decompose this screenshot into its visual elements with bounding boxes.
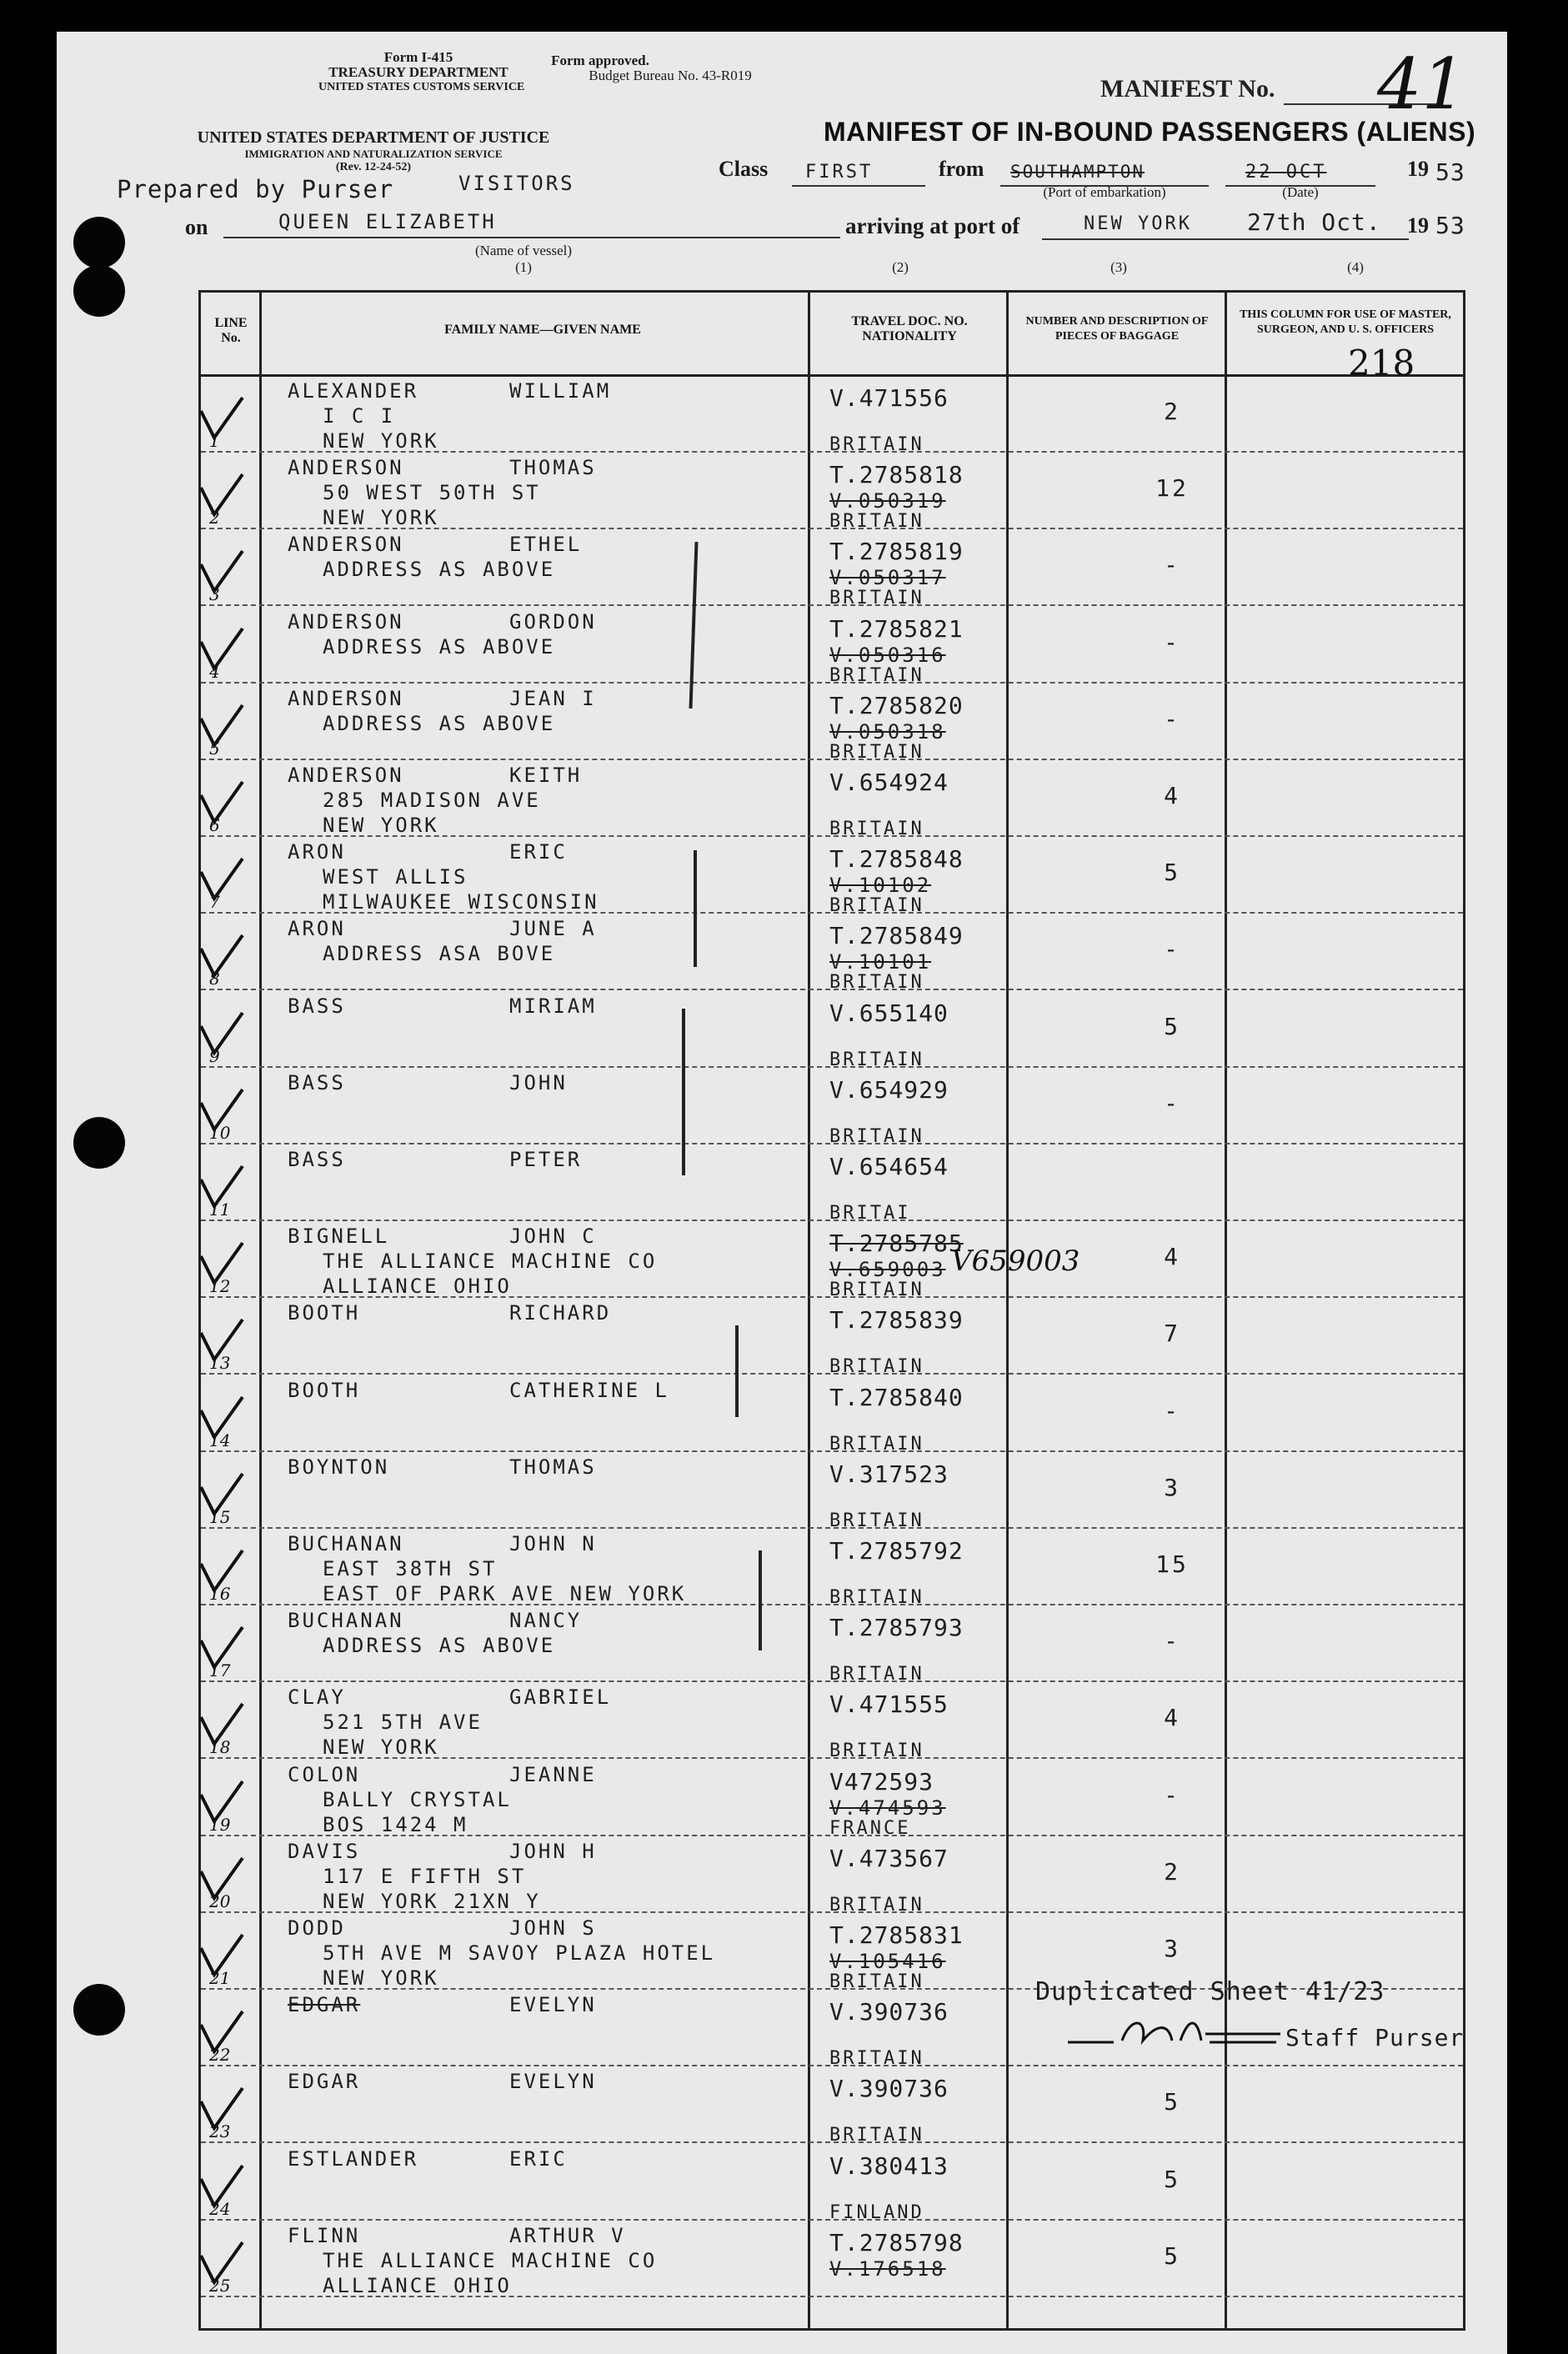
line-number: 7 bbox=[209, 892, 220, 913]
baggage-count: - bbox=[1164, 1396, 1180, 1425]
family-name: BASS bbox=[288, 1070, 346, 1094]
travel-doc-number: T.2785831 bbox=[829, 1921, 964, 1949]
line-number: 9 bbox=[209, 1045, 220, 1066]
ins-service: IMMIGRATION AND NATURALIZATION SERVICE bbox=[244, 148, 503, 160]
travel-doc-number: T.2785849 bbox=[829, 922, 964, 950]
travel-doc-number: V.654929 bbox=[829, 1075, 949, 1104]
check-mark-icon bbox=[196, 932, 246, 982]
revision: (Rev. 12-24-52) bbox=[335, 161, 412, 173]
baggage-count: 2 bbox=[1164, 398, 1180, 425]
travel-doc-number: T.2785819 bbox=[829, 538, 964, 566]
year-prefix-arrival: 19 bbox=[1407, 213, 1429, 238]
passenger-row bbox=[201, 1760, 1463, 1839]
header-officers: THIS COLUMN FOR USE OF MASTER, SURGEON, AND U. S. OFFICERS bbox=[1240, 308, 1451, 336]
travel-doc-number: V.317523 bbox=[829, 1460, 949, 1488]
family-name: FLINN bbox=[288, 2223, 361, 2247]
baggage-count: 2 bbox=[1164, 1857, 1180, 1886]
nationality: BRITAIN bbox=[829, 1894, 924, 1916]
given-name: NANCY bbox=[509, 1609, 583, 1633]
check-mark-icon bbox=[196, 548, 246, 598]
baggage-count: - bbox=[1164, 704, 1180, 733]
line-number: 10 bbox=[209, 1122, 231, 1143]
hand-mark bbox=[682, 1009, 685, 1175]
passenger-row bbox=[201, 1298, 1463, 1378]
signature-scribble bbox=[1064, 2009, 1289, 2051]
line-number: 24 bbox=[209, 2198, 231, 2219]
purser-signature bbox=[1064, 2009, 1289, 2058]
prepared-by: Prepared by Purser bbox=[117, 175, 394, 203]
family-name: BOYNTON bbox=[288, 1455, 390, 1479]
cancelled-doc-number: V.050316 bbox=[829, 643, 946, 667]
given-name: WILLIAM bbox=[509, 379, 612, 403]
cancelled-doc-number: V.050318 bbox=[829, 719, 946, 744]
address-line-2: NEW YORK bbox=[323, 1966, 439, 1990]
form-number: Form I-415 bbox=[383, 49, 453, 65]
address-line-1: BALLY CRYSTAL bbox=[323, 1787, 512, 1811]
cancelled-doc-number: V.474593 bbox=[829, 1796, 946, 1820]
family-name: COLON bbox=[288, 1762, 361, 1786]
baggage-count: - bbox=[1164, 551, 1180, 579]
address-line-2: ALLIANCE OHIO bbox=[323, 2273, 512, 2297]
nationality: BRITAIN bbox=[829, 741, 924, 763]
check-mark-icon bbox=[196, 471, 246, 521]
nationality: BRITAIN bbox=[829, 1125, 924, 1147]
on-label: on bbox=[185, 215, 208, 239]
given-name: EVELYN bbox=[509, 1993, 597, 2017]
header-travel-doc: TRAVEL DOC. NO. NATIONALITY bbox=[851, 314, 968, 343]
baggage-count: 12 bbox=[1155, 474, 1189, 503]
passenger-row bbox=[201, 453, 1463, 533]
family-name: ESTLANDER bbox=[288, 2146, 419, 2171]
address-line-1: EAST 38TH ST bbox=[323, 1557, 498, 1580]
given-name: JOHN S bbox=[509, 1916, 597, 1940]
class-value: FIRST bbox=[805, 162, 874, 183]
address-line-1: 117 E FIFTH ST bbox=[323, 1864, 527, 1888]
nationality: BRITAIN bbox=[829, 819, 924, 839]
cancelled-doc-number: V.105416 bbox=[829, 1950, 946, 1973]
given-name: CATHERINE L bbox=[509, 1378, 669, 1402]
travel-doc-number: T.2785820 bbox=[829, 691, 964, 719]
line-number: 8 bbox=[209, 969, 220, 989]
form-approved: Form approved. bbox=[551, 53, 649, 68]
baggage-count: 5 bbox=[1164, 859, 1180, 887]
family-name: BOOTH bbox=[288, 1301, 361, 1325]
passenger-row bbox=[201, 837, 1463, 917]
check-mark-icon bbox=[196, 1009, 246, 1059]
given-name: ETHEL bbox=[509, 533, 583, 557]
line-number: 3 bbox=[209, 584, 220, 605]
handwritten-doc-correction: V659003 bbox=[951, 1245, 1080, 1279]
address-line-1: WEST ALLIS bbox=[323, 865, 468, 889]
address-line-1: ADDRESS AS ABOVE bbox=[323, 1634, 556, 1658]
nationality: BRITAIN bbox=[829, 1740, 924, 1762]
passenger-row bbox=[201, 1144, 1463, 1224]
given-name: JUNE A bbox=[509, 917, 597, 941]
travel-doc-number: V.655140 bbox=[829, 999, 949, 1027]
check-mark-icon bbox=[196, 855, 246, 905]
address-line-2: NEW YORK bbox=[323, 506, 439, 530]
travel-doc-number: V.654654 bbox=[829, 1153, 949, 1180]
treasury-dept: TREASURY DEPARTMENT bbox=[328, 64, 508, 80]
passenger-row bbox=[201, 1068, 1463, 1147]
family-name: BIGNELL bbox=[288, 1225, 390, 1249]
customs-service: UNITED STATES CUSTOMS SERVICE bbox=[318, 81, 525, 93]
address-line-1: ADDRESS AS ABOVE bbox=[323, 711, 556, 735]
address-line-1: 285 MADISON AVE bbox=[323, 789, 541, 812]
given-name: GORDON bbox=[509, 609, 597, 634]
given-name: JEAN I bbox=[509, 686, 597, 710]
port-of-embarkation: SOUTHAMPTON bbox=[1010, 162, 1145, 182]
binder-hole bbox=[73, 1984, 125, 2036]
baggage-count: 5 bbox=[1164, 2165, 1180, 2193]
page-number: 41 bbox=[1377, 43, 1466, 125]
baggage-count: 15 bbox=[1155, 1550, 1189, 1578]
given-name: THOMAS bbox=[509, 1455, 597, 1479]
address-line-2: NEW YORK bbox=[323, 429, 439, 453]
check-mark-icon bbox=[196, 779, 246, 829]
family-name: ANDERSON bbox=[288, 533, 404, 557]
family-name: EDGAR bbox=[288, 2070, 361, 2094]
check-mark-icon bbox=[196, 702, 246, 752]
travel-doc-number: V.471555 bbox=[829, 1690, 949, 1719]
nationality: BRITAIN bbox=[829, 895, 924, 917]
family-name: ARON bbox=[288, 917, 346, 941]
cancelled-doc-number: V.050319 bbox=[829, 489, 946, 513]
baggage-count: - bbox=[1164, 1627, 1180, 1655]
from-label: from bbox=[939, 157, 984, 181]
line-number: 4 bbox=[209, 661, 220, 682]
travel-doc-number: V.380413 bbox=[829, 2151, 949, 2180]
passenger-row bbox=[201, 529, 1463, 609]
port-of-arrival: NEW YORK bbox=[1084, 213, 1192, 234]
nationality: BRITAIN bbox=[829, 1280, 924, 1301]
nationality: BRITAIN bbox=[829, 588, 924, 609]
line-number: 20 bbox=[209, 1891, 231, 1911]
family-name: BOOTH bbox=[288, 1378, 361, 1402]
binder-hole bbox=[73, 1117, 125, 1169]
passenger-row bbox=[201, 684, 1463, 763]
nationality: FINLAND bbox=[829, 2201, 924, 2223]
address-line-2: MILWAUKEE WISCONSIN bbox=[323, 890, 599, 914]
family-name: BUCHANAN bbox=[288, 1532, 404, 1555]
passenger-row bbox=[201, 2144, 1463, 2221]
line-number: 19 bbox=[209, 1814, 231, 1835]
passenger-row bbox=[201, 1836, 1463, 1916]
family-name: ANDERSON bbox=[288, 686, 404, 710]
line-number: 14 bbox=[209, 1430, 231, 1450]
travel-doc-number: V.473567 bbox=[829, 1844, 949, 1872]
visitors-label: VISITORS bbox=[458, 172, 575, 195]
baggage-count: 3 bbox=[1164, 1473, 1180, 1501]
given-name: ARTHUR V bbox=[509, 2223, 626, 2247]
travel-doc-number: T.2785798 bbox=[829, 2228, 964, 2256]
travel-doc-number: V472593 bbox=[829, 1767, 934, 1796]
family-name: CLAY bbox=[288, 1685, 346, 1710]
family-name: ANDERSON bbox=[288, 609, 404, 634]
officers-count: 218 bbox=[1348, 343, 1415, 383]
family-name: EDGAR bbox=[288, 1993, 361, 2017]
check-mark-icon bbox=[196, 394, 246, 444]
passenger-row bbox=[201, 914, 1463, 994]
address-line-2: NEW YORK bbox=[323, 814, 439, 837]
line-number: 2 bbox=[209, 508, 220, 528]
travel-doc-number: V.471556 bbox=[829, 384, 949, 412]
header-line-no: LINE No. bbox=[214, 316, 248, 345]
travel-doc-number: T.2785839 bbox=[829, 1306, 964, 1335]
staff-purser-label: Staff Purser bbox=[1285, 2024, 1465, 2051]
check-mark-icon bbox=[196, 625, 246, 675]
address-line-1: 50 WEST 50TH ST bbox=[323, 481, 541, 505]
passenger-row bbox=[201, 1221, 1463, 1301]
line-number: 5 bbox=[209, 738, 220, 759]
travel-doc-number: T.2785818 bbox=[829, 461, 964, 489]
given-name: EVELYN bbox=[509, 2070, 597, 2094]
nationality: BRITAIN bbox=[829, 1587, 924, 1608]
baggage-count: - bbox=[1164, 935, 1180, 964]
travel-doc-number: T.2785840 bbox=[829, 1383, 964, 1411]
embark-caption: (Port of embarkation) bbox=[1043, 184, 1166, 200]
passenger-row bbox=[201, 2066, 1463, 2146]
address-line-2: NEW YORK bbox=[323, 1735, 439, 1760]
given-name: JOHN bbox=[509, 1070, 568, 1094]
given-name: KEITH bbox=[509, 764, 583, 787]
passenger-row bbox=[201, 760, 1463, 837]
line-number: 22 bbox=[209, 2045, 231, 2066]
address-line-1: ADDRESS ASA BOVE bbox=[323, 942, 556, 966]
address-line-1: 521 5TH AVE bbox=[323, 1710, 483, 1735]
arriving-label: arriving at port of bbox=[845, 213, 1020, 238]
column-number-1: (1) bbox=[515, 259, 532, 275]
family-name: DAVIS bbox=[288, 1839, 361, 1863]
dept-of-justice: UNITED STATES DEPARTMENT OF JUSTICE bbox=[197, 128, 550, 147]
line-number: 25 bbox=[209, 2275, 231, 2296]
address-line-1: ADDRESS AS ABOVE bbox=[323, 558, 556, 582]
travel-doc-number: T.2785848 bbox=[829, 845, 964, 874]
line-number: 15 bbox=[209, 1506, 231, 1527]
given-name: ERIC bbox=[509, 2146, 568, 2171]
line-number: 16 bbox=[209, 1584, 231, 1604]
address-line-2: BOS 1424 M bbox=[323, 1812, 468, 1836]
year-arrival: 53 bbox=[1435, 212, 1465, 239]
address-line-1: THE ALLIANCE MACHINE CO bbox=[323, 2248, 658, 2272]
line-number: 18 bbox=[209, 1737, 231, 1758]
line-number: 1 bbox=[209, 431, 220, 451]
binder-hole bbox=[73, 217, 125, 268]
given-name: RICHARD bbox=[509, 1301, 612, 1325]
travel-doc-number: T.2785793 bbox=[829, 1614, 964, 1642]
travel-doc-number: V.390736 bbox=[829, 1998, 949, 2026]
travel-doc-number: T.2785821 bbox=[829, 614, 964, 643]
address-line-1: ADDRESS AS ABOVE bbox=[323, 634, 556, 659]
address-line-2: EAST OF PARK AVE NEW YORK bbox=[323, 1582, 687, 1605]
nationality: BRITAIN bbox=[829, 972, 924, 994]
nationality: BRITAIN bbox=[829, 1356, 924, 1378]
class-label: Class bbox=[719, 157, 769, 181]
year-prefix: 19 bbox=[1407, 157, 1429, 181]
baggage-count: 4 bbox=[1164, 782, 1180, 809]
travel-doc-number: V.390736 bbox=[829, 2075, 949, 2103]
passenger-row bbox=[201, 376, 1463, 453]
nationality: BRITAIN bbox=[829, 1433, 924, 1455]
binder-hole bbox=[73, 265, 125, 317]
passenger-row bbox=[201, 1682, 1463, 1762]
vessel-name: QUEEN ELIZABETH bbox=[278, 210, 497, 233]
line-number: 17 bbox=[209, 1660, 231, 1681]
manifest-title: MANIFEST OF IN-BOUND PASSENGERS (ALIENS) bbox=[824, 117, 1476, 147]
given-name: GABRIEL bbox=[509, 1685, 612, 1710]
baggage-count: 5 bbox=[1164, 1012, 1180, 1040]
nationality: FRANCE bbox=[829, 1817, 911, 1839]
passenger-row bbox=[201, 1375, 1463, 1455]
given-name: JOHN N bbox=[509, 1532, 597, 1555]
travel-doc-number: T.2785792 bbox=[829, 1537, 964, 1565]
header-name: FAMILY NAME—GIVEN NAME bbox=[444, 323, 641, 337]
passenger-row bbox=[201, 1452, 1463, 1529]
given-name: THOMAS bbox=[509, 456, 597, 480]
baggage-count: 7 bbox=[1164, 1320, 1180, 1348]
hand-mark bbox=[694, 850, 697, 967]
baggage-count: - bbox=[1164, 1781, 1180, 1809]
passenger-row bbox=[201, 1529, 1463, 1608]
hand-mark bbox=[735, 1325, 739, 1417]
baggage-count: 5 bbox=[1164, 2241, 1180, 2270]
budget-bureau: Budget Bureau No. 43-R019 bbox=[589, 68, 752, 83]
travel-doc-number: V.654924 bbox=[829, 769, 949, 796]
family-name: DODD bbox=[288, 1916, 346, 1940]
family-name: BUCHANAN bbox=[288, 1609, 404, 1633]
column-number-4: (4) bbox=[1347, 259, 1364, 275]
given-name: JOHN H bbox=[509, 1839, 597, 1863]
date-of-arrival: 27th Oct. bbox=[1247, 208, 1381, 236]
date-from: 22 OCT bbox=[1245, 162, 1327, 183]
passenger-row bbox=[201, 1605, 1463, 1685]
nationality: BRITAIN bbox=[829, 2125, 924, 2146]
given-name: JEANNE bbox=[509, 1762, 597, 1786]
nationality: BRITAIN bbox=[829, 1510, 924, 1531]
vessel-caption: (Name of vessel) bbox=[474, 243, 573, 258]
nationality: BRITAIN bbox=[829, 1664, 924, 1685]
nationality: BRITAIN bbox=[829, 1971, 924, 1992]
nationality: BRITAIN bbox=[829, 2048, 924, 2070]
passenger-row bbox=[201, 2221, 1463, 2297]
nationality: BRITAIN bbox=[829, 434, 924, 455]
year-from: 53 bbox=[1435, 158, 1465, 186]
address-line-1: 5TH AVE M SAVOY PLAZA HOTEL bbox=[323, 1941, 716, 1965]
manifest-no-label: MANIFEST No. bbox=[1100, 75, 1275, 103]
family-name: ALEXANDER bbox=[288, 379, 419, 403]
baggage-count: - bbox=[1164, 1089, 1180, 1117]
given-name: MIRIAM bbox=[509, 994, 597, 1018]
line-number: 11 bbox=[209, 1200, 231, 1220]
address-line-1: THE ALLIANCE MACHINE CO bbox=[323, 1250, 658, 1274]
given-name: PETER bbox=[509, 1148, 583, 1171]
address-line-2: NEW YORK 21XN Y bbox=[323, 1889, 541, 1913]
family-name: ARON bbox=[288, 840, 346, 864]
cancelled-doc-number: V.10101 bbox=[829, 950, 932, 974]
nationality: BRITAIN bbox=[829, 1049, 924, 1070]
family-name: BASS bbox=[288, 994, 346, 1018]
baggage-count: 4 bbox=[1164, 1243, 1180, 1271]
cancelled-doc-number: V.10102 bbox=[829, 874, 932, 898]
given-name: ERIC bbox=[509, 840, 568, 864]
line-number: 21 bbox=[209, 1968, 231, 1988]
duplicated-sheet-note: Duplicated Sheet 41/23 bbox=[1035, 1977, 1385, 2006]
baggage-count: 5 bbox=[1164, 2088, 1180, 2116]
baggage-count: 3 bbox=[1164, 1935, 1180, 1962]
family-name: ANDERSON bbox=[288, 456, 404, 480]
passenger-row bbox=[201, 991, 1463, 1068]
nationality: BRITAIN bbox=[829, 664, 924, 686]
family-name: BASS bbox=[288, 1148, 346, 1171]
nationality: BRITAI bbox=[829, 1203, 911, 1224]
address-line-2: ALLIANCE OHIO bbox=[323, 1275, 512, 1299]
cancelled-doc-number: V.659003 bbox=[829, 1258, 946, 1282]
line-number: 23 bbox=[209, 2121, 231, 2142]
cancelled-doc-number: V.050317 bbox=[829, 566, 946, 590]
date-caption: (Date) bbox=[1282, 184, 1319, 200]
line-number: 6 bbox=[209, 815, 220, 835]
line-number: 12 bbox=[209, 1276, 231, 1297]
cancelled-doc-number: V.176518 bbox=[829, 2256, 946, 2281]
line-number: 13 bbox=[209, 1353, 231, 1374]
family-name: ANDERSON bbox=[288, 764, 404, 787]
travel-doc-number: T.2785785 bbox=[829, 1230, 964, 1258]
nationality: BRITAIN bbox=[829, 511, 924, 533]
hand-mark bbox=[759, 1550, 762, 1650]
address-line-1: I C I bbox=[323, 404, 396, 428]
passenger-row bbox=[201, 607, 1463, 684]
column-number-2: (2) bbox=[892, 259, 909, 275]
header-baggage: NUMBER AND DESCRIPTION OF PIECES OF BAGGAGE bbox=[1025, 315, 1209, 343]
baggage-count: 4 bbox=[1164, 1704, 1180, 1732]
column-number-3: (3) bbox=[1110, 259, 1127, 275]
given-name: JOHN C bbox=[509, 1225, 597, 1249]
baggage-count: - bbox=[1164, 628, 1180, 656]
